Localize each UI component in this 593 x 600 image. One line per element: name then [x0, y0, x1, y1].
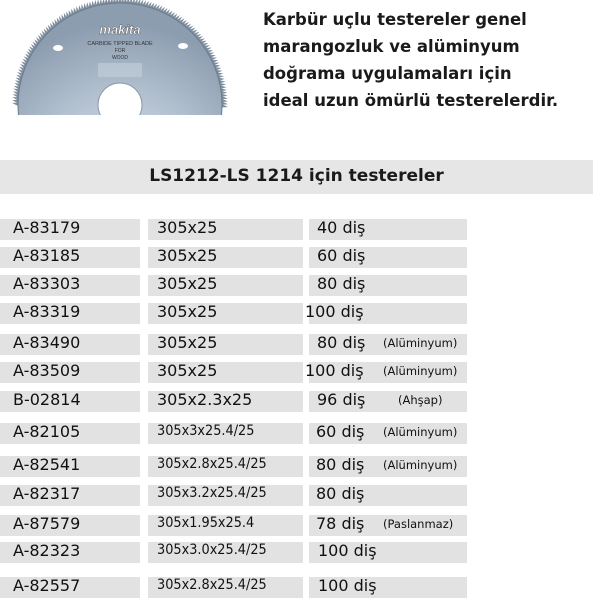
- teeth-count: 80 diş: [316, 484, 365, 503]
- blade-size: 305x25: [157, 274, 218, 293]
- material-note: (Alüminyum): [383, 425, 458, 439]
- teeth-count: 40 diş: [317, 218, 366, 237]
- product-code: A-87579: [13, 514, 81, 533]
- product-code: A-82557: [13, 576, 81, 595]
- svg-text:WOOD: WOOD: [111, 55, 129, 61]
- blade-size: 305x2.3x25: [157, 390, 253, 409]
- material-note: (Alüminyum): [383, 336, 458, 350]
- table-title: LS1212-LS 1214 için testereler: [149, 166, 444, 186]
- product-code: A-82323: [13, 541, 81, 560]
- teeth-count: 60 diş: [316, 422, 365, 441]
- table-row: [0, 272, 593, 298]
- blade-size: 305x25: [157, 302, 218, 321]
- svg-text:CARBIDE TIPPED BLADE: CARBIDE TIPPED BLADE: [87, 41, 153, 47]
- table-row: [0, 359, 593, 385]
- product-code: A-83185: [13, 246, 81, 265]
- material-note: (Paslanmaz): [383, 517, 454, 531]
- teeth-count: 100 diş: [318, 576, 377, 595]
- teeth-count: 80 diş: [317, 274, 366, 293]
- blade-size: 305x25: [157, 333, 218, 352]
- table-row: [0, 216, 593, 242]
- product-code: A-83319: [13, 302, 81, 321]
- product-code: A-82541: [13, 455, 81, 474]
- material-note: (Alüminyum): [383, 364, 458, 378]
- material-note: (Alüminyum): [383, 458, 458, 472]
- teeth-count: 78 diş: [316, 514, 365, 533]
- intro-line: ideal uzun ömürlü testerelerdir.: [263, 91, 559, 110]
- table-row: [0, 539, 593, 565]
- blade-size: 305x25: [157, 361, 218, 380]
- teeth-count: 80 diş: [317, 333, 366, 352]
- blade-size: 305x2.8x25.4/25: [157, 577, 267, 593]
- blade-brand-logo: makita: [99, 22, 141, 37]
- table-row: [0, 388, 593, 414]
- product-code: A-83179: [13, 218, 81, 237]
- teeth-count: 100 diş: [318, 541, 377, 560]
- table-row: [0, 512, 593, 538]
- teeth-count: 60 diş: [317, 246, 366, 265]
- product-code: B-02814: [13, 390, 81, 409]
- intro-line: doğrama uygulamaları için: [263, 64, 512, 83]
- table-row: [0, 331, 593, 357]
- teeth-count: 100 diş: [305, 361, 364, 380]
- blade-size: 305x3.0x25.4/25: [157, 542, 267, 558]
- material-note: (Ahşap): [398, 393, 443, 407]
- blade-size: 305x1.95x25.4: [157, 515, 255, 531]
- teeth-count: 96 diş: [317, 390, 366, 409]
- product-code: A-82317: [13, 484, 81, 503]
- table-row: [0, 244, 593, 270]
- intro-line: marangozluk ve alüminyum: [263, 37, 520, 56]
- blade-size: 305x25: [157, 218, 218, 237]
- table-row: [0, 453, 593, 479]
- blade-size: 305x2.8x25.4/25: [157, 456, 267, 472]
- svg-text:FOR: FOR: [114, 48, 126, 54]
- table-row: [0, 574, 593, 600]
- product-code: A-83509: [13, 361, 81, 380]
- teeth-count: 100 diş: [305, 302, 364, 321]
- table-row: [0, 482, 593, 508]
- product-code: A-83490: [13, 333, 81, 352]
- product-code: A-83303: [13, 274, 81, 293]
- table-row: [0, 300, 593, 326]
- intro-text: [263, 6, 593, 114]
- saw-blade-image: [0, 0, 240, 115]
- blade-size: 305x3.2x25.4/25: [157, 485, 267, 501]
- table-row: [0, 420, 593, 446]
- teeth-count: 80 diş: [316, 455, 365, 474]
- blade-size: 305x3x25.4/25: [157, 423, 255, 439]
- blade-size: 305x25: [157, 246, 218, 265]
- product-code: A-82105: [13, 422, 81, 441]
- intro-line: Karbür uçlu testereler genel: [263, 10, 527, 29]
